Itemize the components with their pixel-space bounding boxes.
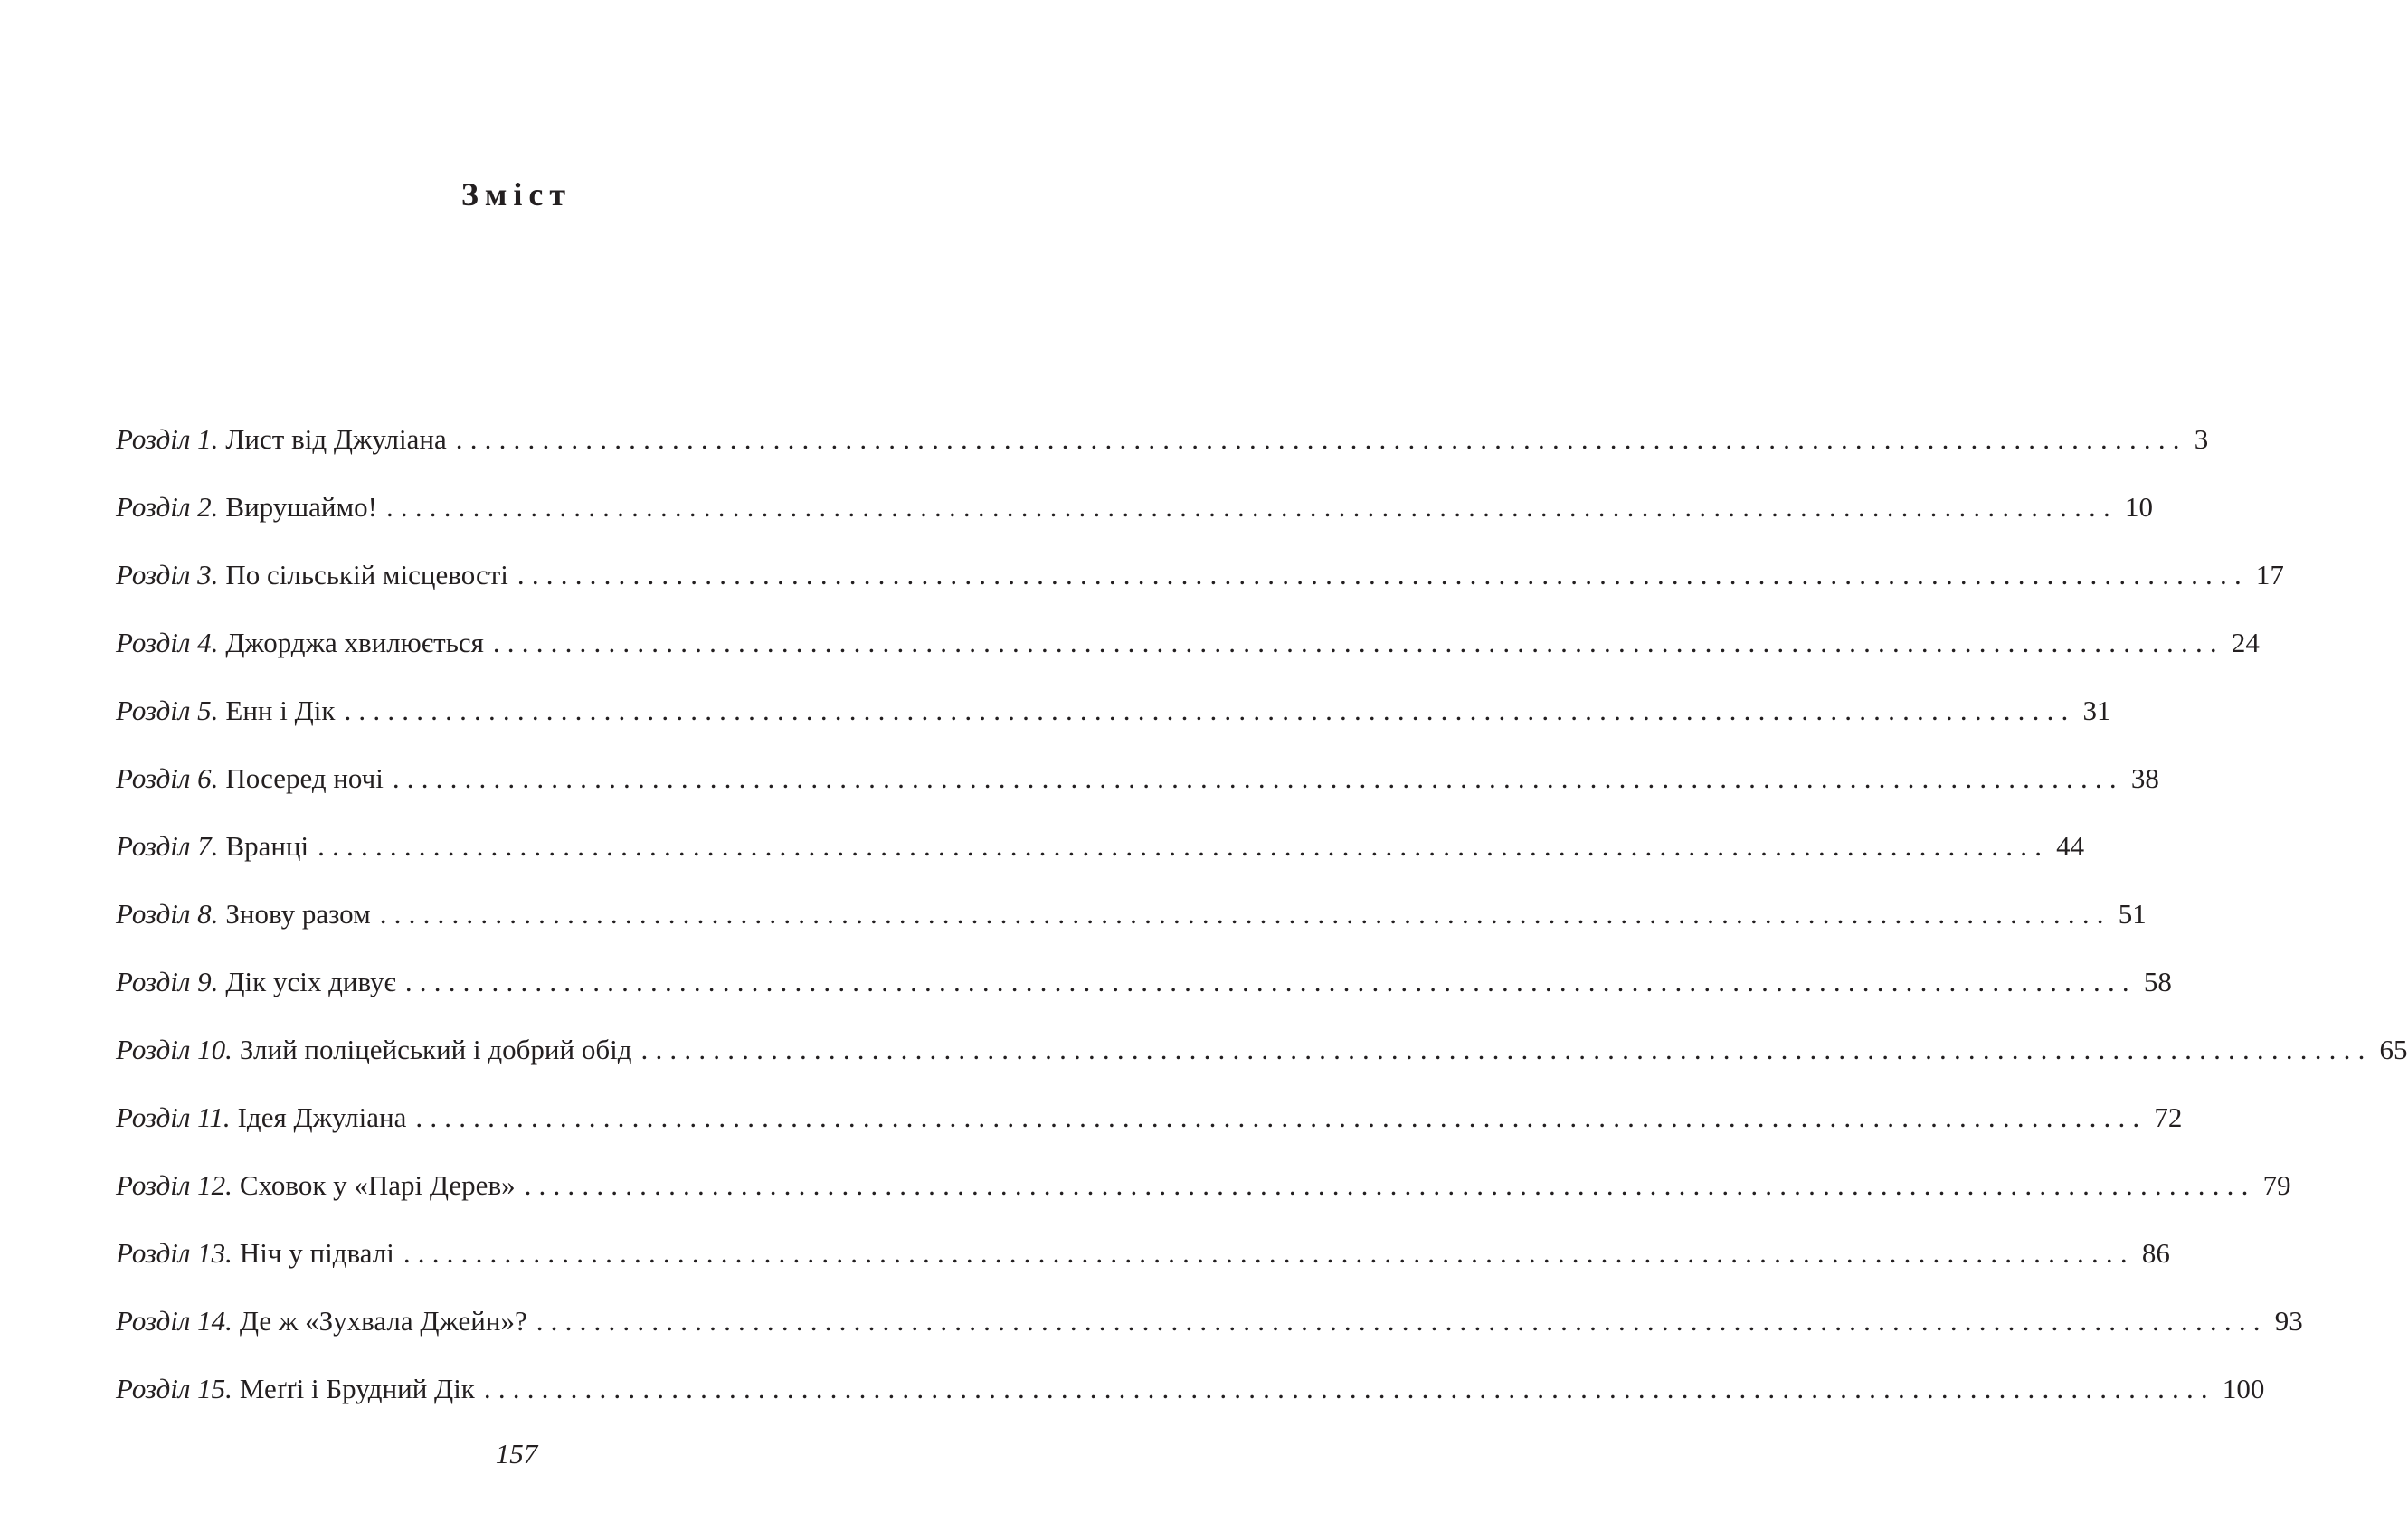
chapter-title: Ніч у підвалі: [239, 1237, 394, 1269]
chapter-title: Джорджа хвилюється: [225, 627, 484, 658]
chapter-label: Розділ 15.: [116, 1373, 232, 1404]
toc-entry: [116, 1235, 2170, 1303]
table-of-contents: [116, 421, 2408, 1439]
toc-entry: [116, 828, 2085, 896]
chapter-label: Розділ 6.: [116, 762, 219, 794]
chapter-title: Дік усіх дивує: [225, 966, 396, 997]
toc-entry: [116, 1167, 2291, 1235]
toc-entry: [116, 557, 2284, 625]
chapter-label: Розділ 14.: [116, 1305, 232, 1337]
dot-leader: ........................................................................................................................: [517, 559, 2249, 591]
chapter-label: Розділ 5.: [116, 695, 219, 726]
toc-entry: [116, 625, 2260, 693]
chapter-page-number: 86: [2141, 1237, 2170, 1269]
chapter-label: Розділ 11.: [116, 1101, 231, 1133]
chapter-label: Розділ 8.: [116, 898, 219, 930]
chapter-title: Злий поліцейський і добрий обід: [239, 1034, 632, 1065]
toc-entry: [116, 964, 2172, 1032]
chapter-page-number: 31: [2082, 695, 2111, 726]
chapter-title: По сільській місцевості: [225, 559, 508, 591]
dot-leader: ........................................................................................................................: [524, 1169, 2256, 1201]
dot-leader: ........................................................................................................................: [492, 627, 2224, 658]
toc-entry: [116, 1371, 2265, 1439]
chapter-label: Розділ 1.: [116, 423, 219, 455]
chapter-label: Розділ 3.: [116, 559, 219, 591]
dot-leader: ........................................................................................................................: [415, 1101, 2147, 1133]
dot-leader: ........................................................................................................................: [379, 898, 2111, 930]
chapter-page-number: 51: [2118, 898, 2147, 930]
chapter-page-number: 17: [2255, 559, 2284, 591]
chapter-page-number: 93: [2274, 1305, 2303, 1337]
toc-entry: [116, 761, 2159, 828]
toc-entry: [116, 693, 2111, 761]
chapter-title: Лист від Джуліана: [225, 423, 447, 455]
chapter-page-number: 44: [2056, 830, 2085, 862]
chapter-title: Сховок у «Парі Дерев»: [239, 1169, 516, 1201]
chapter-page-number: 24: [2231, 627, 2260, 658]
page-number: 157: [495, 1438, 538, 1470]
dot-leader: ........................................................................................................................: [640, 1034, 2373, 1065]
chapter-title: Меґґі і Брудний Дік: [239, 1373, 475, 1404]
chapter-label: Розділ 13.: [116, 1237, 232, 1269]
chapter-title: Де ж «Зухвала Джейн»?: [239, 1305, 527, 1337]
chapter-page-number: 38: [2130, 762, 2159, 794]
dot-leader: ........................................................................................................................: [392, 762, 2124, 794]
toc-entry: [116, 896, 2147, 964]
chapter-page-number: 100: [2222, 1373, 2265, 1404]
dot-leader: ........................................................................................................................: [318, 830, 2050, 862]
chapter-label: Розділ 4.: [116, 627, 219, 658]
chapter-label: Розділ 2.: [116, 491, 219, 523]
chapter-page-number: 65: [2379, 1034, 2408, 1065]
chapter-label: Розділ 10.: [116, 1034, 232, 1065]
chapter-page-number: 72: [2154, 1101, 2183, 1133]
toc-entry: [116, 1032, 2408, 1100]
chapter-title: Вирушаймо!: [225, 491, 377, 523]
dot-leader: ........................................................................................................................: [455, 423, 2187, 455]
chapter-title: Посеред ночі: [225, 762, 384, 794]
chapter-page-number: 10: [2124, 491, 2153, 523]
dot-leader: ........................................................................................................................: [403, 1237, 2135, 1269]
toc-entry: [116, 489, 2153, 557]
chapter-title: Знову разом: [225, 898, 371, 930]
dot-leader: ........................................................................................................................: [385, 491, 2118, 523]
chapter-label: Розділ 9.: [116, 966, 219, 997]
page-title: Зміст: [460, 176, 573, 213]
toc-entry: [116, 1303, 2303, 1371]
dot-leader: ........................................................................................................................: [344, 695, 2076, 726]
dot-leader: ........................................................................................................................: [536, 1305, 2268, 1337]
chapter-label: Розділ 7.: [116, 830, 219, 862]
toc-entry: [116, 1100, 2183, 1167]
chapter-title: Вранці: [225, 830, 309, 862]
chapter-title: Енн і Дік: [225, 695, 336, 726]
chapter-label: Розділ 12.: [116, 1169, 232, 1201]
chapter-page-number: 3: [2194, 423, 2209, 455]
chapter-page-number: 58: [2143, 966, 2172, 997]
dot-leader: ........................................................................................................................: [483, 1373, 2215, 1404]
chapter-page-number: 79: [2262, 1169, 2291, 1201]
dot-leader: ........................................................................................................................: [404, 966, 2137, 997]
chapter-title: Ідея Джуліана: [237, 1101, 407, 1133]
toc-entry: [116, 421, 2209, 489]
